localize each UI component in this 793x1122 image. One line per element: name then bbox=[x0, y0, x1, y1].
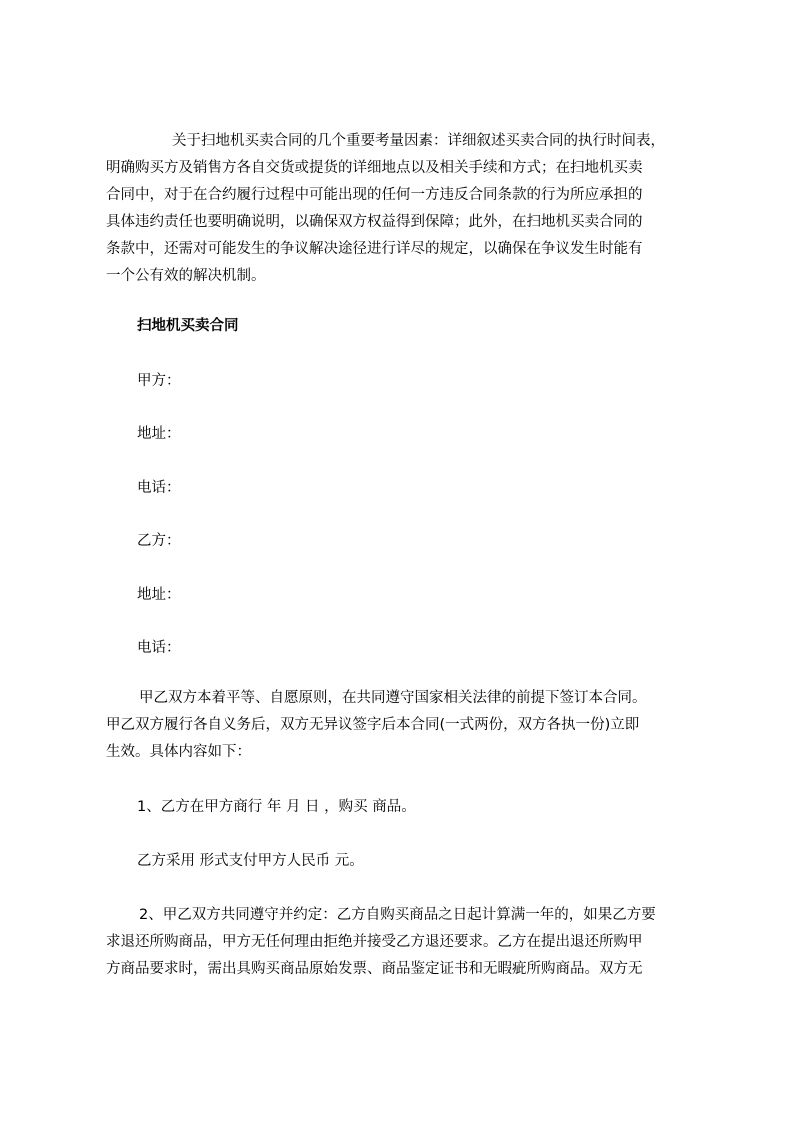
preamble-line-1: 甲乙双方本着平等、自愿原则，在共同遵守国家相关法律的前提下签订本合同。 bbox=[139, 690, 647, 706]
party-b-phone-label: 电话： bbox=[137, 640, 181, 656]
clause-2-line-1: 2、甲乙双方共同遵守并约定：乙方自购买商品之日起计算满一年的，如果乙方要 bbox=[139, 907, 656, 923]
party-a-phone-label: 电话： bbox=[137, 480, 181, 496]
party-b-label: 乙方： bbox=[137, 533, 181, 549]
clause-1-line-2: 乙方采用 形式支付甲方人民币 元。 bbox=[137, 853, 364, 869]
party-a-address-label: 地址： bbox=[137, 426, 181, 442]
contract-title: 扫地机买卖合同 bbox=[137, 318, 239, 334]
clause-1-line-1: 1、乙方在甲方商行 年 月 日 ，购买 商品。 bbox=[137, 799, 416, 815]
clause-2-line-3: 方商品要求时，需出具购买商品原始发票、商品鉴定证书和无暇疵所购商品。双方无 bbox=[106, 961, 643, 977]
party-b-address-label: 地址： bbox=[137, 587, 181, 603]
intro-line-4: 具体违约责任也要明确说明，以确保双方权益得到保障；此外，在扫地机买卖合同的 bbox=[106, 214, 643, 230]
intro-line-6: 一个公有效的解决机制。 bbox=[106, 268, 266, 284]
preamble-line-3: 生效。具体内容如下： bbox=[106, 744, 251, 760]
intro-line-1: 关于扫地机买卖合同的几个重要考量因素：详细叙述买卖合同的执行时间表， bbox=[172, 133, 665, 149]
party-a-label: 甲方： bbox=[137, 373, 181, 389]
clause-2-line-2: 求退还所购商品，甲方无任何理由拒绝并接受乙方退还要求。乙方在提出退还所购甲 bbox=[106, 934, 643, 950]
intro-line-5: 条款中，还需对可能发生的争议解决途径进行详尽的规定，以确保在争议发生时能有 bbox=[106, 241, 643, 257]
preamble-line-2: 甲乙双方履行各自义务后，双方无异议签字后本合同(一式两份，双方各执一份)立即 bbox=[106, 717, 640, 733]
intro-line-2: 明确购买方及销售方各自交货或提货的详细地点以及相关手续和方式；在扫地机买卖 bbox=[106, 160, 643, 176]
intro-line-3: 合同中，对于在合约履行过程中可能出现的任何一方违反合同条款的行为所应承担的 bbox=[106, 187, 643, 203]
